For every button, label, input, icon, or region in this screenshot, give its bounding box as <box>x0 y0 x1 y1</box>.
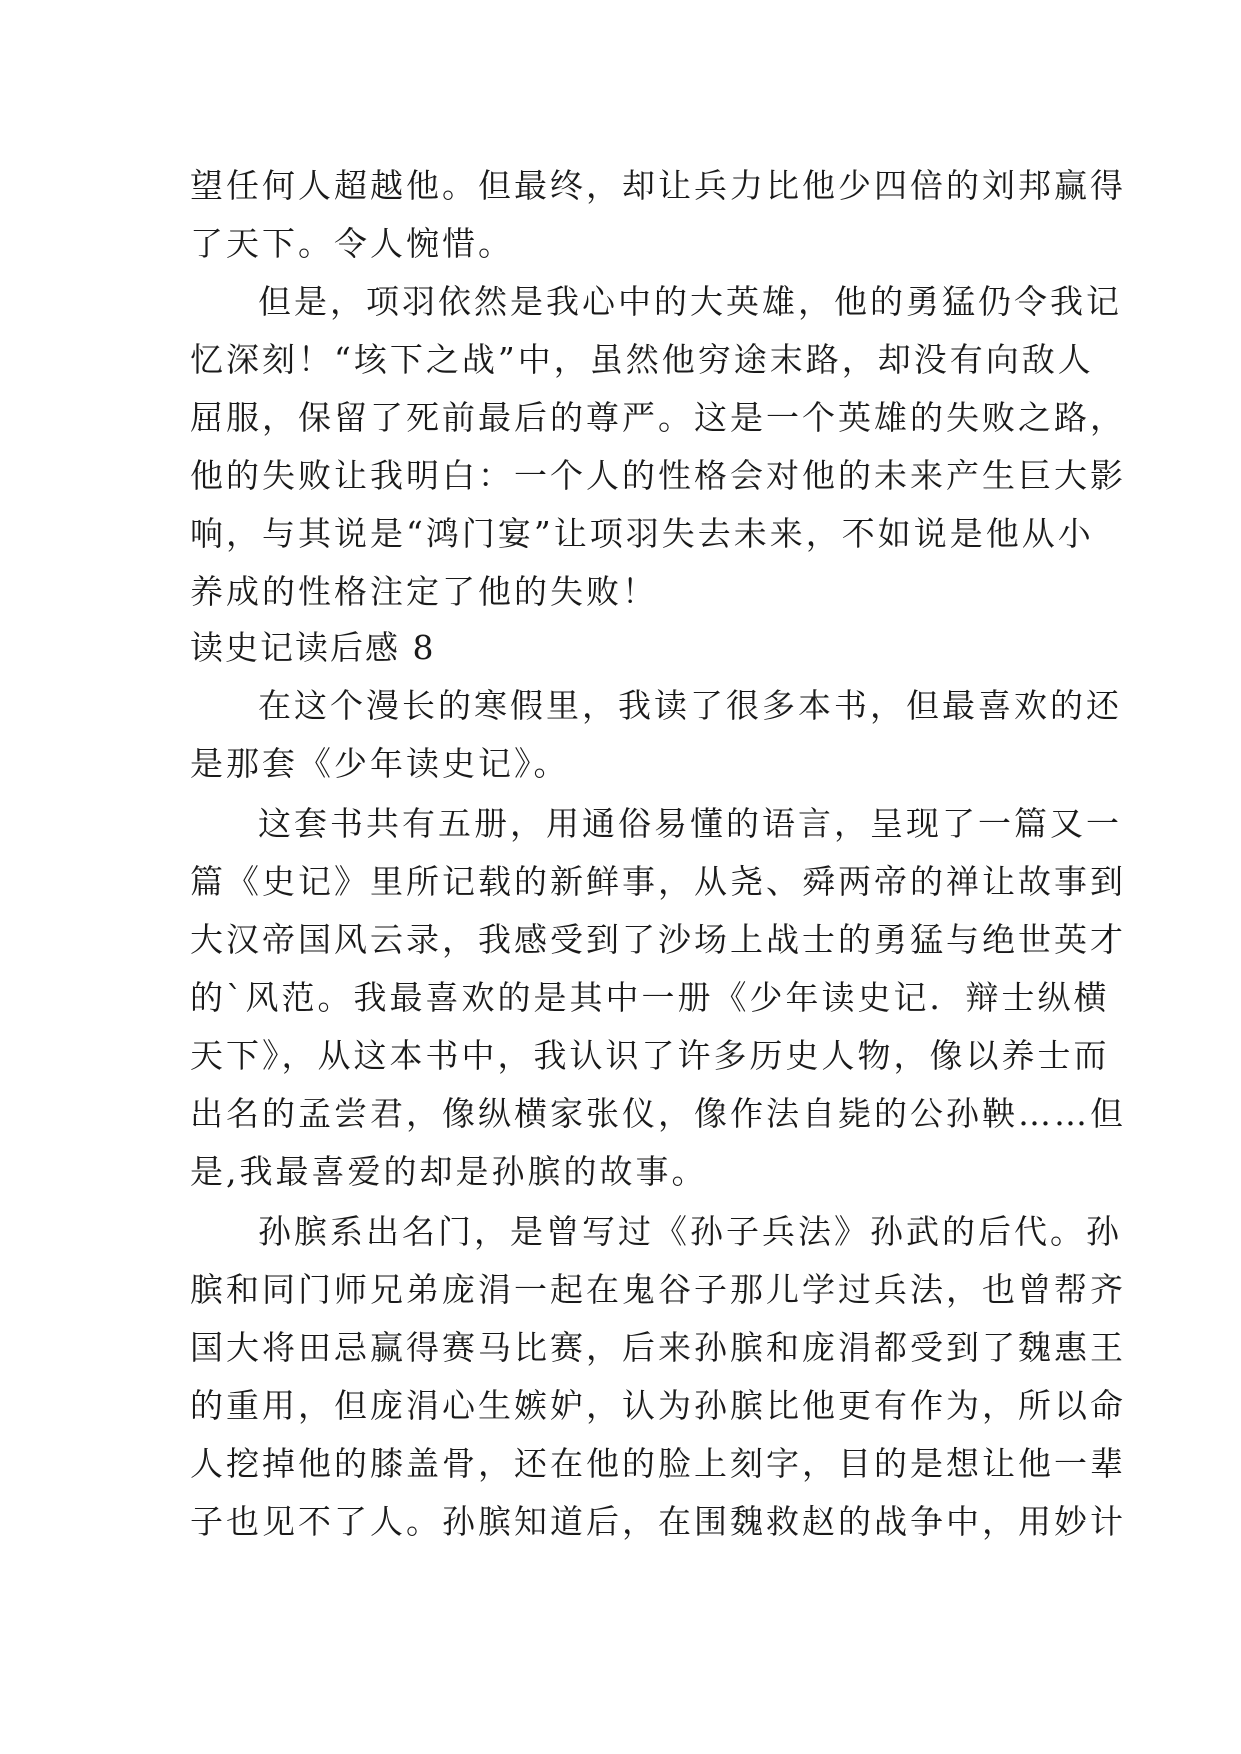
paragraph-first-line: 但是，项羽依然是我心中的大英雄，他的勇猛仍令我记 <box>258 282 1122 321</box>
text-line: 望任何人超越他。但最终，却让兵力比他少四倍的刘邦赢得 <box>190 166 1126 205</box>
text-line: 大汉帝国风云录，我感受到了沙场上战士的勇猛与绝世英才 <box>190 920 1126 959</box>
text-line: 天下》，从这本书中，我认识了许多历史人物，像以养士而 <box>190 1036 1110 1075</box>
paragraph-first-line: 孙膑系出名门，是曾写过《孙子兵法》孙武的后代。孙 <box>258 1212 1122 1251</box>
text-line: 的重用，但庞涓心生嫉妒，认为孙膑比他更有作为，所以命 <box>190 1386 1126 1425</box>
text-line: 响，与其说是“鸿门宴”让项羽失去未来，不如说是他从小 <box>190 514 1094 553</box>
text-line: 养成的性格注定了他的失败！ <box>190 572 658 611</box>
text-line: 子也见不了人。孙膑知道后，在围魏救赵的战争中，用妙计 <box>190 1502 1126 1541</box>
text-line: 国大将田忌赢得赛马比赛，后来孙膑和庞涓都受到了魏惠王 <box>190 1328 1126 1367</box>
text-line: 了天下。令人惋惜。 <box>190 224 514 263</box>
text-line: 屈服，保留了死前最后的尊严。这是一个英雄的失败之路， <box>190 398 1126 437</box>
document-page <box>190 0 1126 1754</box>
text-line: 的`风范。我最喜欢的是其中一册《少年读史记．辩士纵横 <box>190 978 1110 1017</box>
text-line: 是那套《少年读史记》。 <box>190 744 570 783</box>
text-line: 人挖掉他的膝盖骨，还在他的脸上刻字，目的是想让他一辈 <box>190 1444 1126 1483</box>
text-line: 忆深刻！“垓下之战”中，虽然他穷途末路，却没有向敌人 <box>190 340 1094 379</box>
text-line: 膑和同门师兄弟庞涓一起在鬼谷子那儿学过兵法，也曾帮齐 <box>190 1270 1126 1309</box>
paragraph-first-line: 在这个漫长的寒假里，我读了很多本书，但最喜欢的还 <box>258 686 1122 725</box>
section-heading: 读史记读后感 8 <box>190 628 436 667</box>
text-line: 是,我最喜爱的却是孙膑的故事。 <box>190 1152 708 1191</box>
text-line: 他的失败让我明白：一个人的性格会对他的未来产生巨大影 <box>190 456 1126 495</box>
paragraph-first-line: 这套书共有五册，用通俗易懂的语言，呈现了一篇又一 <box>258 804 1122 843</box>
text-line: 出名的孟尝君，像纵横家张仪，像作法自毙的公孙鞅……但 <box>190 1094 1126 1133</box>
text-line: 篇《史记》里所记载的新鲜事，从尧、舜两帝的禅让故事到 <box>190 862 1126 901</box>
